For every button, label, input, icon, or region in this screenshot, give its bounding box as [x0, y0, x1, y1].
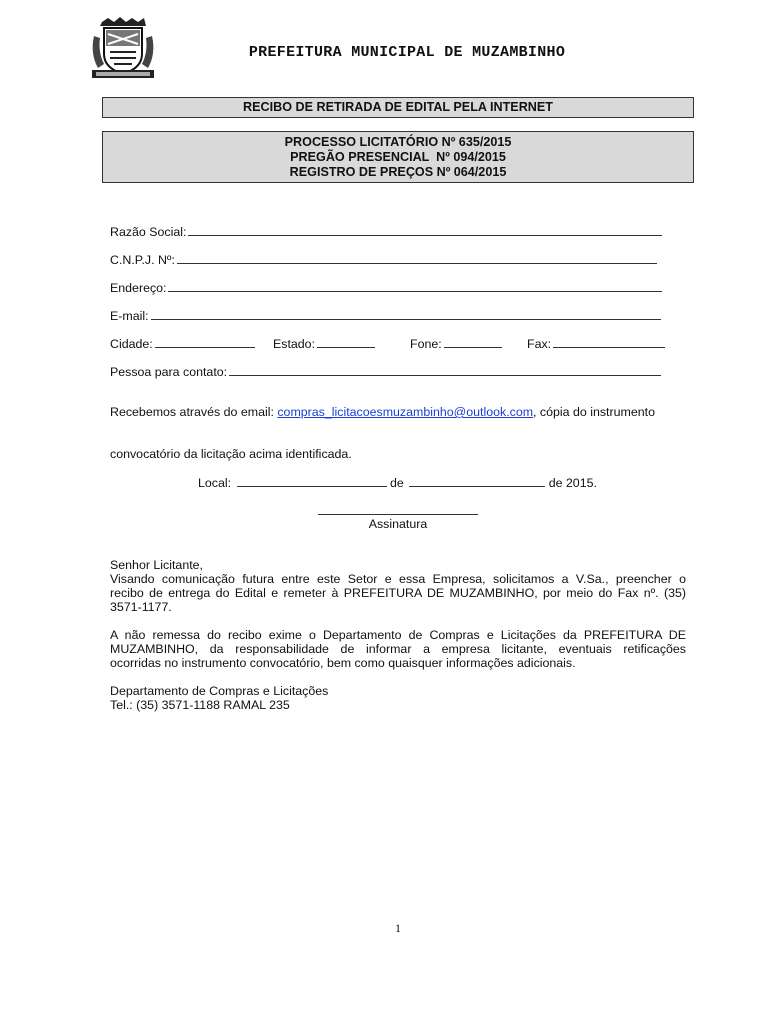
notice-p2-line3: ocorridas no instrumento convocatório, bem como quaisquer informações adicionais.	[110, 656, 576, 670]
receipt-line-2: convocatório da licitação acima identificada.	[110, 447, 352, 461]
notice-p1-line2: recibo de entrega do Edital e remeter à PREFEITURA DE MUZAMBINHO, por meio do Fax nº. (35)	[110, 586, 686, 600]
email-label: E-mail:	[110, 309, 149, 323]
fone-line[interactable]	[444, 336, 502, 348]
endereco-line[interactable]	[168, 280, 662, 292]
notice-salutation: Senhor Licitante,	[110, 558, 203, 572]
department-phone: Tel.: (35) 3571-1188 RAMAL 235	[110, 698, 290, 712]
cnpj-line[interactable]	[177, 252, 657, 264]
receipt-title: RECIBO DE RETIRADA DE EDITAL PELA INTERNET	[243, 100, 553, 114]
signature-label: Assinatura	[368, 517, 428, 531]
email-field[interactable]	[110, 308, 661, 323]
estado-line[interactable]	[317, 336, 375, 348]
page-number: 1	[395, 921, 401, 935]
department-name: Departamento de Compras e Licitações	[110, 684, 329, 698]
local-label: Local:	[198, 476, 232, 490]
notice-p1-line1: Visando comunicação futura entre este Setor e essa Empresa, solicitamos a V.Sa., preencher o	[110, 572, 686, 586]
cidade-line[interactable]	[155, 336, 255, 348]
email-link[interactable]: compras_licitacoesmuzambinho@outlook.com	[277, 405, 534, 419]
pessoa-contato-label: Pessoa para contato:	[110, 365, 228, 379]
day-month-line[interactable]	[409, 475, 545, 487]
endereco-label: Endereço:	[110, 281, 167, 295]
estado-field[interactable]	[273, 336, 375, 351]
receipt-suffix: , cópia do instrumento	[533, 405, 655, 419]
local-line[interactable]	[237, 475, 387, 487]
pessoa-contato-field[interactable]	[110, 364, 661, 379]
estado-label: Estado:	[273, 337, 316, 351]
pregao-number: PREGÃO PRESENCIAL Nº 094/2015	[290, 150, 506, 164]
email-line[interactable]	[151, 308, 661, 320]
notice-p2-line1: A não remessa do recibo exime o Departamento de Compras e Licitações da PREFEITURA DE	[110, 628, 686, 642]
notice-p1-line3: 3571-1177.	[110, 600, 172, 614]
fone-field[interactable]	[410, 336, 502, 351]
endereco-field[interactable]	[110, 280, 662, 295]
signature-line[interactable]	[318, 504, 478, 515]
razao-social-label: Razão Social:	[110, 225, 187, 239]
year-label: de 2015.	[548, 476, 597, 490]
de-label: de	[389, 476, 404, 490]
notice-p2-line2: MUZAMBINHO, da responsabilidade de informar a empresa licitante, eventuais retificações	[110, 642, 686, 656]
fax-line[interactable]	[553, 336, 665, 348]
cidade-field[interactable]	[110, 336, 255, 351]
registro-number: REGISTRO DE PREÇOS Nº 064/2015	[289, 165, 507, 179]
razao-social-line[interactable]	[188, 224, 662, 236]
process-info-box	[102, 131, 694, 183]
cnpj-field[interactable]	[110, 252, 657, 267]
receipt-line-1	[110, 405, 655, 419]
fax-field[interactable]	[527, 336, 665, 351]
fone-label: Fone:	[410, 337, 442, 351]
razao-social-field[interactable]	[110, 224, 662, 239]
cidade-label: Cidade:	[110, 337, 153, 351]
pessoa-contato-line[interactable]	[229, 364, 661, 376]
process-number: PROCESSO LICITATÓRIO Nº 635/2015	[284, 135, 512, 149]
receipt-title-box	[102, 97, 694, 118]
local-date-row[interactable]	[198, 475, 597, 490]
receipt-prefix: Recebemos através do email:	[110, 405, 278, 419]
page-title: PREFEITURA MUNICIPAL DE MUZAMBINHO	[248, 44, 566, 61]
fax-label: Fax:	[527, 337, 552, 351]
cnpj-label: C.N.P.J. Nº:	[110, 253, 175, 267]
